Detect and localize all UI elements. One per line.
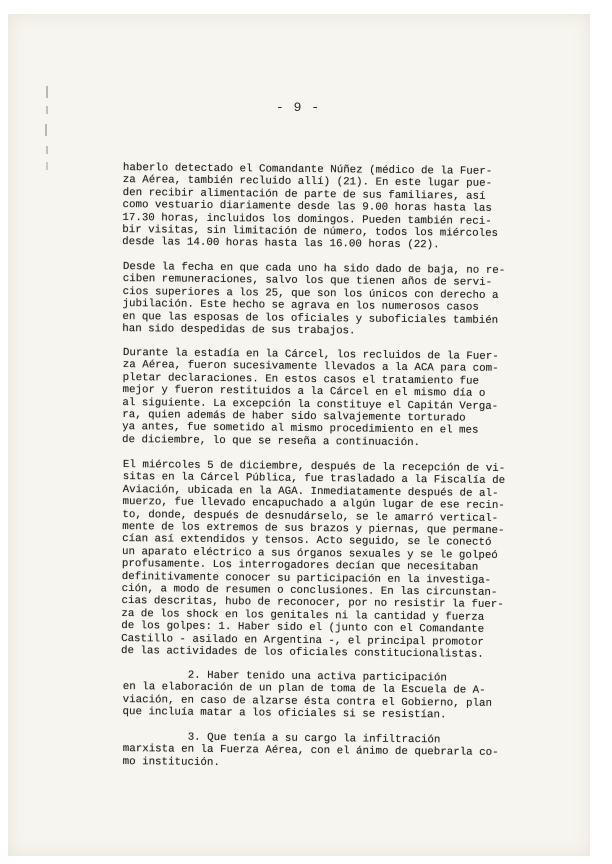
text-line: al siguiente. La excepción la constituye el Capitán Verga- (122, 396, 499, 413)
text-line: han sido despedidas de sus trabajos. (122, 322, 356, 338)
text-line: sitas en la Cárcel Pública, fue trasladado a la Fiscalía de (122, 470, 506, 487)
text-line: mejor y fueron restituidos a la Cárcel en el mismo día o (122, 384, 486, 401)
page-number: - 9 - (275, 100, 320, 115)
text-line: mo institución. (122, 755, 220, 769)
text-line: pletar declaraciones. En estos casos el tratamiento fue (122, 372, 480, 388)
text-line: bir visitas, sin limitación de número, todos los miércoles (122, 224, 499, 240)
text-line: Aviación, ubicada en la AGA. Inmediatamente después de al- (122, 483, 499, 500)
text-line: 3. Que tenía a su cargo la infiltración (122, 730, 441, 746)
text-line: de los golpes: 1. Haber sido el (junto con el Comandante (121, 619, 485, 636)
text-line: cias descritas, hubo de reconocer, por no resistir la fuer- (121, 594, 504, 611)
text-line: 17.30 horas, incluidos los domingos. Pueden también reci- (122, 211, 492, 228)
text-line: en que las esposas de los oficiales y suboficiales también (122, 310, 499, 327)
text-line: ya antes, fue sometido al mismo procedimiento en el mes (122, 421, 479, 438)
text-line: marxista en la Fuerza Aérea, con el ánimo de quebrarla co- (122, 743, 499, 759)
text-line: Castillo - asilado en Argentina -, el principal promotor (121, 632, 485, 649)
text-line: viación, en caso de alzarse ésta contra el Gobierno, plan (122, 693, 493, 710)
text-line: jubilación. Este hecho se agrava en los numerosos casos (122, 298, 479, 314)
text-line: de diciembre, lo que se reseña a continuación. (121, 434, 421, 450)
text-line: un aparato eléctrico a sus órganos sexuales y se le golpeó (121, 545, 498, 562)
paragraph (121, 459, 558, 662)
text-line: den recibir alimentación de parte de sus familiares, así (122, 186, 486, 203)
text-line: ción, a modo de resumen o conclusiones. En las circunstan- (121, 582, 498, 599)
paragraph (122, 347, 558, 451)
text-line: como vestuario diariamente desde las 9.00 horas hasta las (122, 199, 492, 216)
text-line: Desde la fecha en que cada uno ha sido dado de baja, no re- (122, 260, 506, 277)
text-line: ciben remuneraciones, salvo los que tienen años de servi- (122, 273, 493, 290)
text-line: desde las 14.00 horas hasta las 16.00 horas (22). (122, 236, 440, 252)
text-line: za de los shock en los genitales ni la cantidad y fuerza (121, 607, 485, 624)
text-line: 2. Haber tenido una activa participación (122, 669, 447, 685)
text-line: profusamente. Los interrogadores decían que necesitaban (121, 557, 479, 574)
text-line: El miércoles 5 de diciembre, después de la recepción de vi- (122, 458, 506, 475)
text-line: cían así extendidos y tensos. Acto seguido, se le conectó (122, 532, 492, 549)
paragraph (122, 261, 558, 340)
text-line: que incluía matar a los oficiales si se resistían. (122, 706, 447, 722)
margin-marks (40, 84, 54, 174)
document-page (8, 14, 590, 856)
body-text (120, 162, 558, 780)
text-line: definitivamente conocer su participación en la investiga- (121, 570, 492, 587)
text-line: haberlo detectado el Comandante Núñez (médico de la Fuer- (122, 162, 493, 178)
text-line: ra, quien además de haber sido salvajemente torturado (122, 409, 466, 425)
paragraph (122, 162, 558, 253)
text-line: mente de los extremos de sus brazos y piernas, que permane- (122, 520, 505, 537)
text-line: en la elaboración de un plan de toma de la Escuela de A- (122, 681, 486, 698)
text-line: Durante la estadía en la Cárcel, los recluidos de la Fuer- (122, 347, 499, 364)
text-line: de las actividades de los oficiales constitucionalistas. (120, 644, 484, 661)
text-line: muerzo, fue llevado encapuchado a algún lugar de ese recin- (122, 495, 505, 512)
text-line: cios superiores a los 25, que son los únicos con derecho a (122, 285, 499, 302)
paragraph (123, 731, 558, 773)
text-line: za Aérea, fueron sucesivamente llevados a la ACA para com- (122, 359, 499, 376)
paragraph (122, 669, 557, 723)
text-line: to, donde, después de desnudárselo, se le amarró vertical- (122, 508, 499, 525)
text-line: za Aérea, también recluido allí) (21). En este lugar pue- (122, 174, 493, 191)
